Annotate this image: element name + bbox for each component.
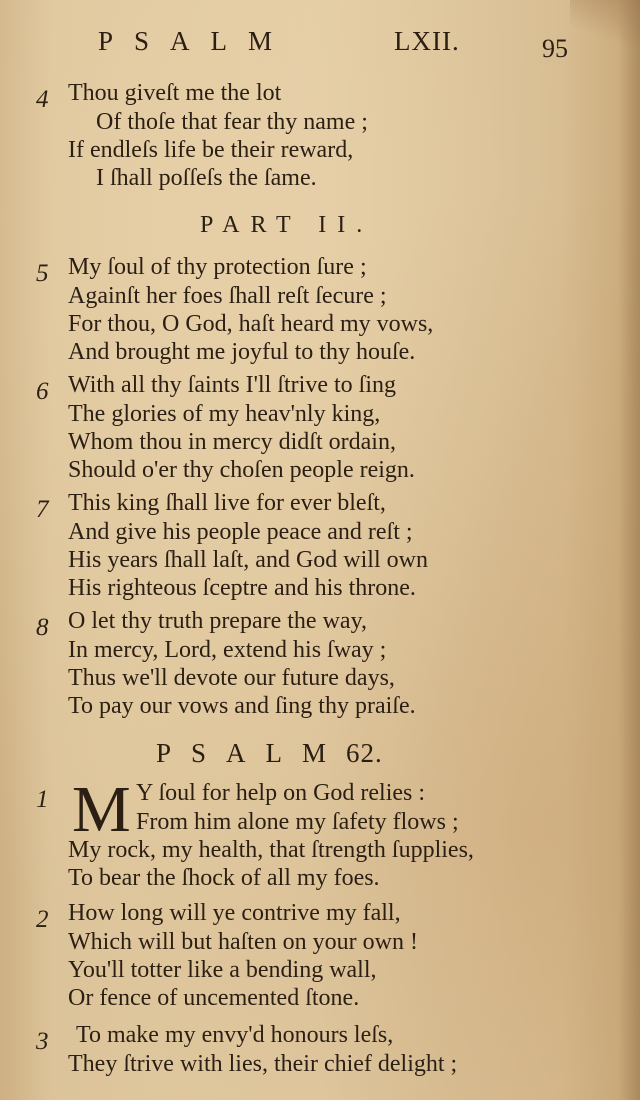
- verse-line: Thou giveſt me the lot: [68, 80, 282, 106]
- verse-line: My rock, my health, that ſtrength ſupplies,: [68, 837, 474, 863]
- psalm-heading-number: 62.: [346, 738, 383, 768]
- verse-line: Of thoſe that fear thy name ;: [96, 109, 368, 135]
- verse-number: 7: [36, 496, 49, 523]
- verse-line: I ſhall poſſeſs the ſame.: [96, 165, 317, 191]
- verse-line: Thus we'll devote our future days,: [68, 665, 395, 691]
- verse-number: 6: [36, 378, 49, 405]
- verse-line: This king ſhall live for ever bleſt,: [68, 490, 386, 516]
- verse-line: They ſtrive with lies, their chief delight ;: [68, 1051, 458, 1077]
- verse-number: 4: [36, 86, 49, 113]
- verse-line: How long will ye contrive my fall,: [68, 900, 401, 926]
- verse-line: And give his people peace and reſt ;: [68, 519, 413, 545]
- running-header: [98, 26, 568, 66]
- psalm-heading: [156, 738, 383, 769]
- verse-number: 5: [36, 260, 49, 287]
- drop-capital: M: [72, 773, 131, 846]
- verse-line: In mercy, Lord, extend his ſway ;: [68, 637, 387, 663]
- verse-line: And brought me joyful to thy houſe.: [68, 339, 416, 365]
- verse-line: O let thy truth prepare the way,: [68, 608, 368, 634]
- verse-line: Y ſoul for help on God relies :: [136, 780, 426, 806]
- verse-line: From him alone my ſafety flows ;: [136, 809, 459, 835]
- verse-number: 3: [36, 1028, 49, 1055]
- verse-number: 8: [36, 614, 49, 641]
- page-edge-shadow: [618, 0, 640, 1100]
- psalm-heading-title: PSALM: [156, 738, 347, 768]
- verse-line: To pay our vows and ſing thy praiſe.: [68, 693, 416, 719]
- verse-line: My ſoul of thy protection ſure ;: [68, 254, 367, 280]
- verse-line: With all thy ſaints I'll ſtrive to ſing: [68, 372, 396, 398]
- verse-number: 2: [36, 906, 49, 933]
- verse-number: 1: [36, 786, 49, 813]
- verse-line: His righteous ſceptre and his throne.: [68, 575, 416, 601]
- verse-line: Which will but haſten on your own !: [68, 929, 418, 955]
- verse-line: Should o'er thy choſen people reign.: [68, 457, 415, 483]
- verse-line: His years ſhall laſt, and God will own: [68, 547, 428, 573]
- verse-line: To bear the ſhock of all my foes.: [68, 865, 380, 891]
- verse-line: To make my envy'd honours leſs,: [76, 1022, 394, 1048]
- header-psalm-number: LXII.: [394, 26, 460, 56]
- verse-line: For thou, O God, haſt heard my vows,: [68, 311, 434, 337]
- verse-line: Or fence of uncemented ſtone.: [68, 985, 360, 1011]
- verse-line: If endleſs life be their reward,: [68, 137, 354, 163]
- page-number: 95: [542, 34, 568, 63]
- page-corner-fold: [570, 0, 640, 50]
- verse-line: Whom thou in mercy didſt ordain,: [68, 429, 396, 455]
- header-title: PSALM: [98, 26, 294, 56]
- part-heading: PART II.: [200, 212, 374, 238]
- verse-line: Againſt her foes ſhall reſt ſecure ;: [68, 283, 387, 309]
- verse-line: The glories of my heav'nly king,: [68, 401, 381, 427]
- verse-line: You'll totter like a bending wall,: [68, 957, 377, 983]
